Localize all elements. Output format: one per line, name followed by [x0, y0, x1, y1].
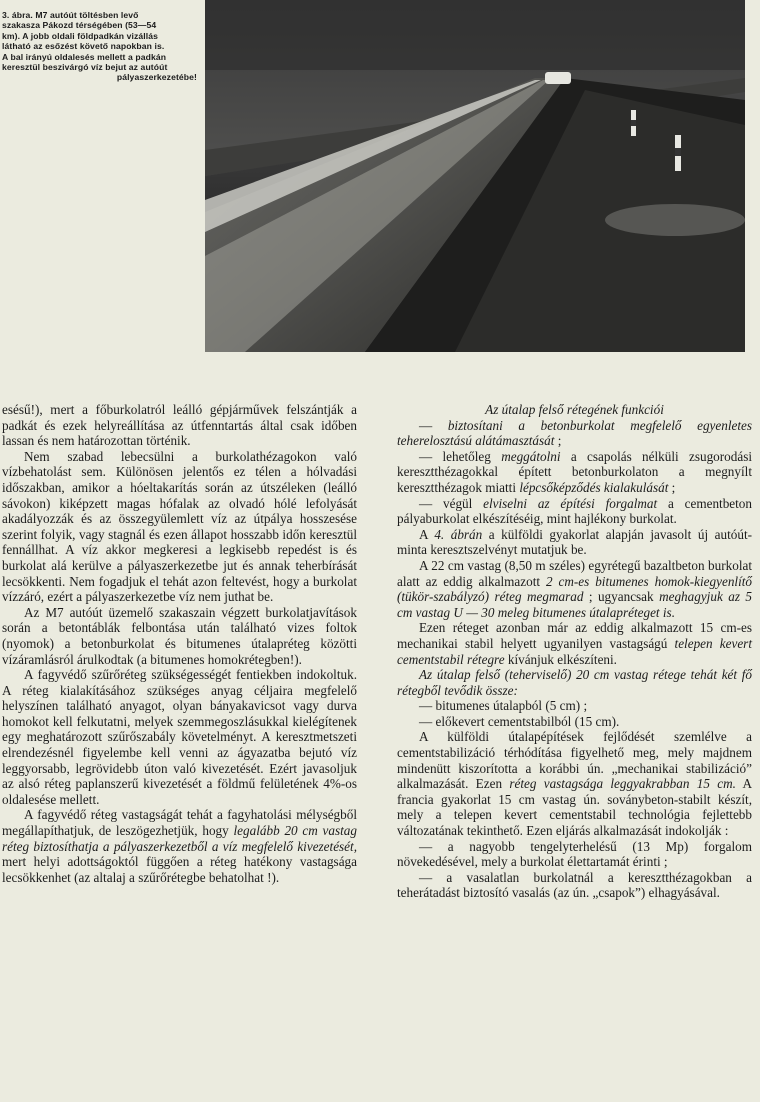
- paragraph: A 4. ábrán a külföldi gyakorlat alapján javasolt új autóút-minta keresztszelvényt mutatjuk be.: [397, 526, 753, 558]
- list-item: — biztosítani a betonburkolat megfelelő egyenletes teherelosztású alátámasztását ;: [397, 417, 753, 449]
- paragraph: Nem szabad lebecsülni a burkolathézagokon való vízbehatolást sem. Különösen jelentős ez télen a hólvadási időszakban, amikor a hóeltakarítás során az útszéleken (leálló sávokon) kiképzett magas hófalak az olvadó hólé lefolyását akadályozzák és az összegyülemlett víz az útpálya hosszesése szerint folyik, vagy stagnál és ezen állapot hosszabb időn keresztül fennállhat. A víz akkor megkeresi a legkisebb repedést is és burkolat alá kerülve a pályaszerkezetbe jut és annak teherbírását lecsökkenti. Nem fogadjuk el tehát azon feltevést, hogy a burkolat vízzáró, ezért a pályaszerkezetbe víz nem juthat be.: [2, 448, 357, 605]
- caption-line: A bal irányú oldalesés mellett a padkán: [2, 51, 167, 62]
- figure-caption: [2, 10, 197, 83]
- paragraph: Az útalap felső (teherviselő) 20 cm vastag rétege tehát két fő rétegből tevődik össze:: [397, 667, 752, 698]
- caption-line: keresztül beszivárgó víz bejut az autóút: [2, 62, 168, 73]
- paragraph: A fagyvédő réteg vastagságát tehát a fagyhatolási mélységből megállapíthatjuk, de leszögezhetjük, hogy legalább 20 cm vastag réteg biztosíthatja a pályaszerkezetből a víz megfelelő kivezetését, mert helyi adottságoktól függően a réteg hatékony vastagsága lecsökkenhet (az altalaj a szűrőrétegbe behatolhat !).: [2, 807, 357, 885]
- list-item: — a vasalatlan burkolatnál a keresztthézagokban a teherátadást biztosító vasalás (az ún. „csapok”) elhagyásával.: [397, 869, 752, 901]
- paragraph: Ezen réteget azonban már az eddig alkalmazott 15 cm-es mechanikai stabil helyett ugyanilyen vastagságú telepen kevert cementstabil rétegre kívánjuk elkészíteni.: [397, 620, 752, 667]
- car-icon: [545, 72, 571, 84]
- caption-line: pályaszerkezetébe!: [116, 72, 197, 83]
- list-item: — a nagyobb tengelyterhelésű (13 Mp) forgalom növekedésével, mely a burkolat élettartamát érinti ;: [397, 838, 752, 870]
- paragraph: A fagyvédő szűrőréteg szükségességét fentiekben indokoltuk. A réteg kialakításához szükséges anyag céljaira megfelelő helyszínen található anyagot, olyan bányakavicsot vagy durva homokot kell felkutatni, melyek szemmegoszlásukkal kielégítenek egy meghatározott szűrőszabály követelményt. A keresztmetszeti elrendezésnél figyelembe kell venni az ágyazatba bejutó víz leggyorsabb, legrövidebb úton való kivezetését. Ezért javasoljuk az alsó réteg paplanszerű kivezetését a földmű felületének 4%-os oldalesése mellett.: [2, 667, 357, 807]
- paragraph: A 22 cm vastag (8,50 m széles) egyrétegű bazaltbeton burkolat alatt az eddig alkalmazott 2 cm-es bitumenes homok-kiegyenlítő (tükör-szabályzó) réteg megmarad ; ugyancsak meghagyjuk az 5 cm vastag U — 30 meleg bitumenes útalapréteget is.: [397, 557, 752, 620]
- paragraph: Az M7 autóút üzemelő szakaszain végzett burkolatjavítások során a betontáblák felbontása után található vizes foltok (nyomok) a betonburkolat és bitumenes útalapréteg közötti vízáramlásról árulkodtak (a bitumenes homokrétegben!).: [2, 604, 357, 667]
- paragraph: A külföldi útalapépítések fejlődését szemlélve a cementstabilizáció térhódítása figyelhető meg, mely majdnem mindenütt kiszorította a korábbi ún. „mechanikai stabilizáció” alkalmazását. Ezen réteg vastagsága leggyakrabban 15 cm. A francia gyakorlat 15 cm vastag ún. soványbeton-stabilt készít, mely a telepen kevert cementstabil technológia fejlettebb változatának tekinthető. Ezen eljárás alkalmazását indokolják :: [397, 729, 752, 839]
- list-item: — lehetőleg meggátolni a csapolás nélküli zsugorodási keresztthézagokkal épített betonburkolaton a megnyílt keresztthézagok miatti lépcsőképződés kialakulását ;: [397, 448, 752, 495]
- caption-line: szakasza Pákozd térségében (53—54: [2, 20, 157, 31]
- section-heading: Az útalap felső rétegének funkciói: [485, 402, 664, 417]
- list-item: — bitumenes útalapból (5 cm) ;: [419, 698, 588, 714]
- list-item: — előkevert cementstabilból (15 cm).: [419, 713, 620, 729]
- caption-line: látható az esőzést követő napokban is.: [2, 41, 165, 52]
- right-column: [397, 402, 752, 901]
- caption-line: 3. ábra. M7 autóút töltésben levő: [2, 10, 139, 20]
- emphasis: legalább 20 cm vastag réteg biztosíthatja a pályaszerkezetből a víz megfelelő kivezetését,: [2, 823, 357, 854]
- list-item: — végül elviselni az építési forgalmat a cementbeton pályaburkolat elkészítéséig, mint hajlékony burkolat.: [397, 495, 752, 527]
- left-column: [2, 402, 357, 885]
- paragraph: esésű!), mert a főburkolatról leálló gépjárművek felszántják a padkát és ezek helyreállítása az útfenntartás által csak időben lassan és nem határozottan történik.: [2, 402, 357, 449]
- road-photo: [205, 0, 745, 352]
- caption-line: km). A jobb oldali földpadkán vizállás: [2, 30, 158, 41]
